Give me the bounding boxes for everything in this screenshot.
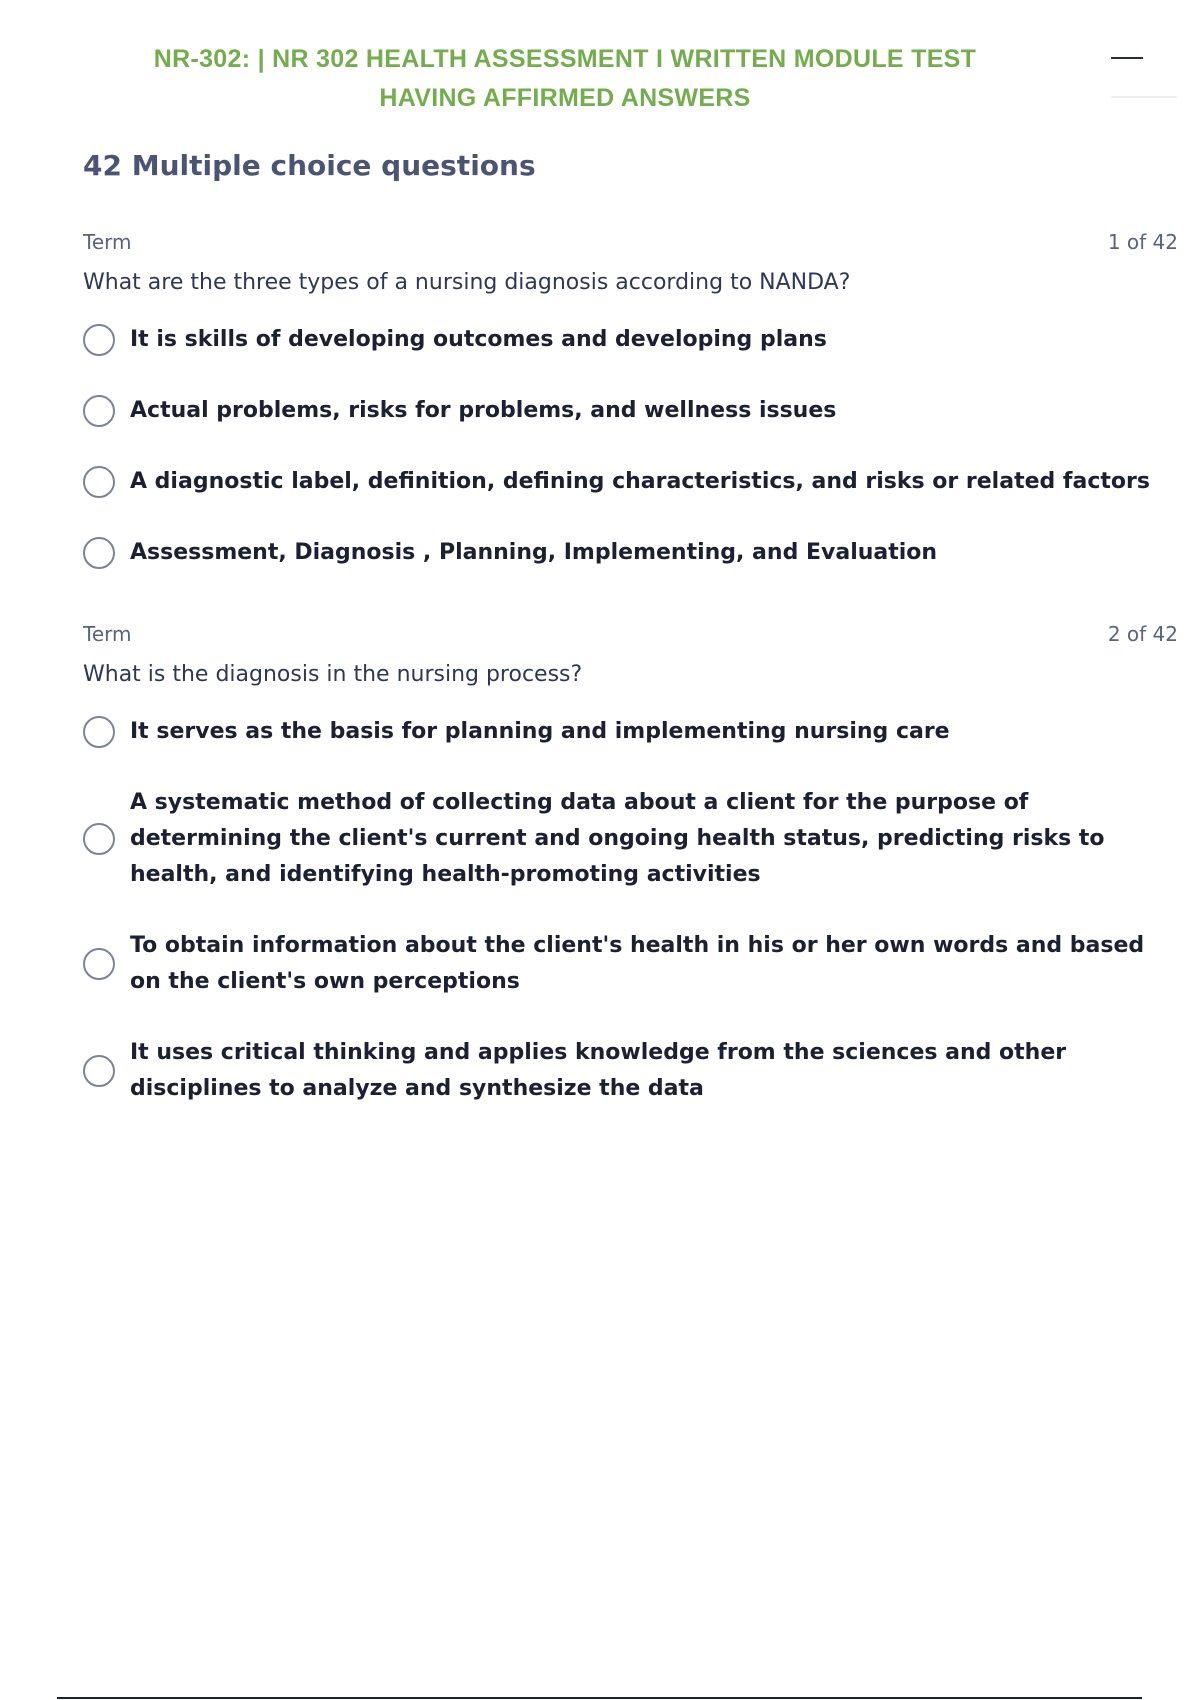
- answer-option-label: Actual problems, risks for problems, and wellness issues: [130, 398, 837, 423]
- radio-button[interactable]: [83, 1055, 115, 1087]
- answer-option-label: Assessment, Diagnosis , Planning, Implementing, and Evaluation: [130, 540, 938, 565]
- radio-button[interactable]: [83, 324, 115, 356]
- document-title-line-2: HAVING AFFIRMED ANSWERS: [379, 84, 751, 112]
- question-text: What are the three types of a nursing diagnosis according to NANDA?: [83, 270, 851, 295]
- divider-line: [1111, 96, 1177, 98]
- radio-button[interactable]: [83, 537, 115, 569]
- answer-option[interactable]: [83, 1035, 1178, 1107]
- radio-button[interactable]: [83, 948, 115, 980]
- radio-button[interactable]: [83, 716, 115, 748]
- term-label: Term: [83, 230, 132, 254]
- question-counter: 1 of 42: [1107, 230, 1178, 254]
- answer-option[interactable]: [83, 464, 1178, 500]
- answer-options: [83, 714, 1178, 1107]
- answer-option-label: It uses critical thinking and applies knowledge from the sciences and other disciplines to analyze and synthesize the data: [130, 1040, 1067, 1101]
- document-title-line-1: NR-302: | NR 302 HEALTH ASSESSMENT I WRITTEN MODULE TEST: [153, 45, 977, 73]
- answer-option[interactable]: [83, 785, 1178, 893]
- answer-option[interactable]: [83, 714, 1178, 750]
- question-text: What is the diagnosis in the nursing process?: [83, 662, 583, 687]
- answer-option-label: A diagnostic label, definition, defining characteristics, and risks or related factors: [130, 469, 1150, 494]
- answer-option[interactable]: [83, 322, 1178, 358]
- answer-option-label: To obtain information about the client's health in his or her own words and based on the client's own perceptions: [130, 933, 1145, 994]
- minimize-dash: [1111, 57, 1143, 59]
- answer-option[interactable]: [83, 393, 1178, 429]
- answer-option-label: A systematic method of collecting data about a client for the purpose of determining the client's current and ongoing health status, predicting risks to health, and identifying health-promoting activities: [130, 790, 1105, 887]
- question-counter: 2 of 42: [1107, 622, 1178, 646]
- question-meta: [83, 230, 1178, 258]
- page-bottom-rule: [57, 1697, 1142, 1699]
- document-title: [80, 40, 1050, 118]
- answer-option-label: It serves as the basis for planning and implementing nursing care: [130, 719, 950, 744]
- answer-option[interactable]: [83, 928, 1178, 1000]
- question-meta: [83, 622, 1178, 650]
- radio-button[interactable]: [83, 466, 115, 498]
- answer-option[interactable]: [83, 535, 1178, 571]
- radio-button[interactable]: [83, 823, 115, 855]
- term-label: Term: [83, 622, 132, 646]
- question-card-1: [83, 230, 1178, 606]
- answer-options: [83, 322, 1178, 571]
- answer-option-label: It is skills of developing outcomes and developing plans: [130, 327, 827, 352]
- question-card-2: [83, 622, 1178, 1142]
- radio-button[interactable]: [83, 395, 115, 427]
- question-count-heading: 42 Multiple choice questions: [83, 149, 536, 182]
